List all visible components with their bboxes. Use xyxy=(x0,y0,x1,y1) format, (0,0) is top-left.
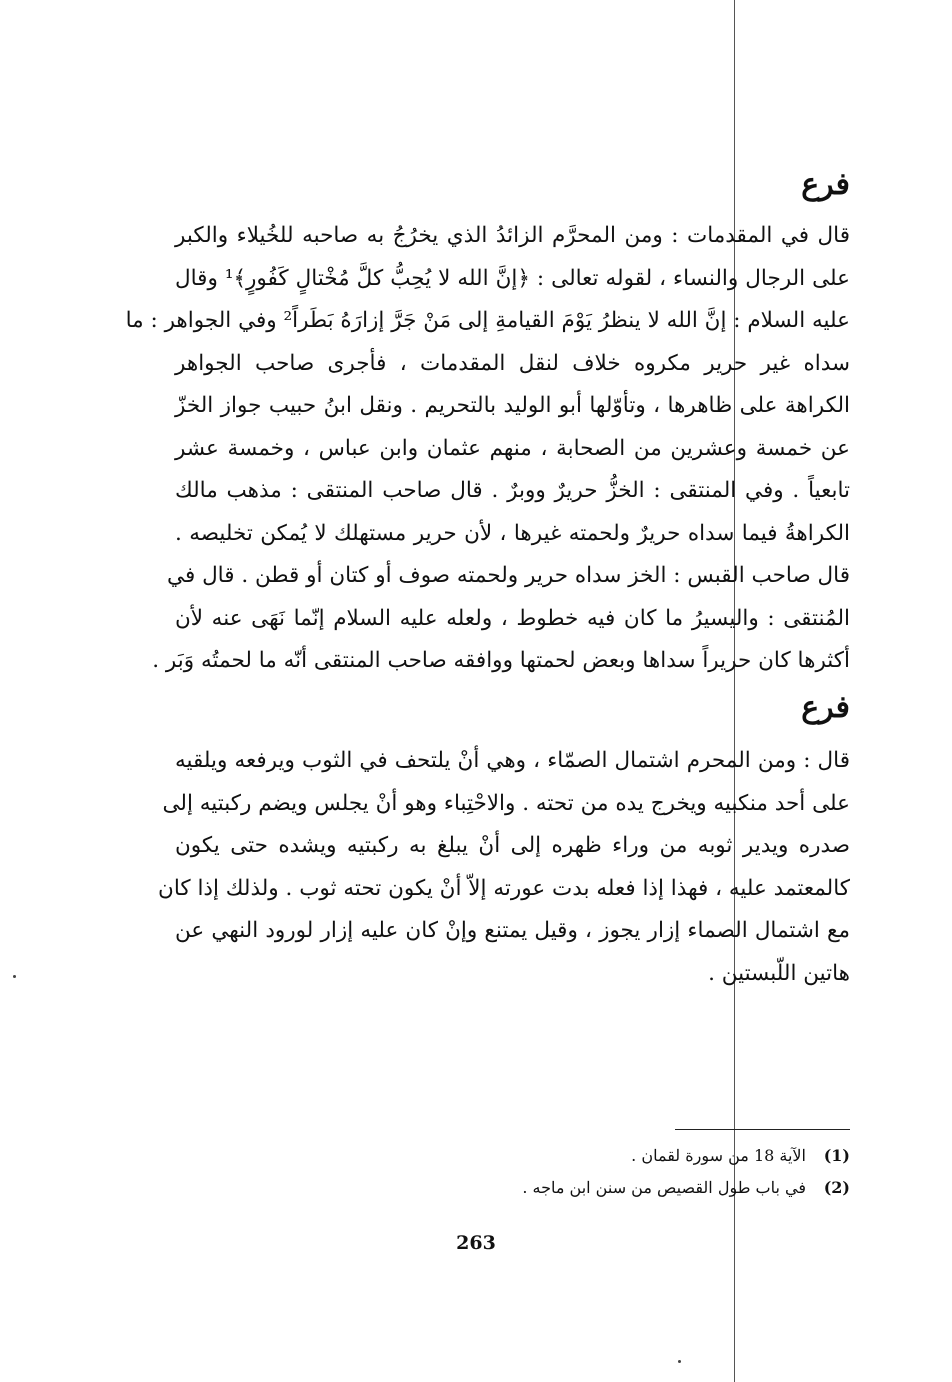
text-line: هاتين اللّبستين . xyxy=(708,960,850,986)
text-line: الكراهةُ فيما سداه حريرٌ ولحمته غيرها ، لأن حرير مستهلك لا يُمكن تخليصه . xyxy=(175,520,850,546)
text-line: صدره ويدير ثوبه من وراء ظهره إلى أنْ يبلغ به ركبتيه ويشده حتى يكون xyxy=(175,833,850,858)
footnote-number: (1) xyxy=(823,1146,850,1165)
text-line: المُنتقى : واليسيرُ ما كان فيه خطوط ، ولعله عليه السلام إنّما نَهَى عنه لأن xyxy=(175,605,850,631)
scan-speck xyxy=(13,975,16,978)
text-line: الكراهة على ظاهرها ، وتأوّلها أبو الوليد بالتحريم . ونقل ابنُ حبيب جواز الخزّ xyxy=(175,393,850,418)
text-line: عليه السلام : إنَّ الله لا ينظرُ يَوْمَ القيامةِ إلى مَنْ جَرَّ إزارَهُ بَطَراً² وفي الجواهر : ما xyxy=(125,308,850,333)
footnote-separator xyxy=(675,1129,850,1130)
text-line: قال صاحب القبس : الخز سداه حرير ولحمته صوف أو كتان أو قطن . قال في xyxy=(167,563,850,588)
text-line: كالمعتمد عليه ، فهذا إذا فعله بدت عورته إلاّ أنْ يكون تحته ثوب . ولذلك إذا كان xyxy=(158,875,850,901)
text-line: على أحد منكبيه ويخرج يده من تحته . والاحْتِباء وهو أنْ يجلس ويضم ركبتيه إلى xyxy=(162,790,850,816)
section-heading-1: فرع xyxy=(801,167,850,202)
text-line: أكثرها كان حريراً سداها وبعض لحمتها ووافقه صاحب المنتقى أنّه ما لحمتُه وَبَر . xyxy=(152,648,850,673)
scan-speck xyxy=(678,1360,681,1363)
text-line: قال : ومن المحرم اشتمال الصمّاء ، وهي أنْ يلتحف في الثوب ويرفعه ويلقيه xyxy=(175,748,850,773)
footnote-number: (2) xyxy=(823,1178,850,1197)
text-line: على الرجال والنساء ، لقوله تعالى : ﴿إنَّ الله لا يُحِبُّ كلَّ مُخْتالٍ كَفُورٍ﴾¹ وقال xyxy=(175,265,850,291)
text-line: سداه غير حرير مكروه خلاف لنقل المقدمات ، فأجرى صاحب الجواهر xyxy=(175,350,850,376)
paragraph-1 xyxy=(125,215,850,683)
page-number: 263 xyxy=(456,1232,496,1254)
footnotes xyxy=(522,1140,850,1204)
section-heading-2: فرع xyxy=(801,690,850,725)
text-line: قال في المقدمات : ومن المحرَّم الزائدُ الذي يخرُجُ به صاحبه للخُيلاء والكبر xyxy=(175,223,850,248)
paragraph-2 xyxy=(158,740,850,995)
text-line: مع اشتمال الصماء إزار يجوز ، وقيل يمتنع وإنْ كان عليه إزار لورود النهي عن xyxy=(175,918,850,943)
footnote-text: في باب طول القصيص من سنن ابن ماجه . xyxy=(522,1178,806,1197)
footnote-item xyxy=(522,1140,850,1172)
footnote-item xyxy=(522,1172,850,1204)
text-line: عن خمسة وعشرين من الصحابة ، منهم عثمان وابن عباس ، وخمسة عشر xyxy=(175,435,850,461)
text-line: تابعياً . وفي المنتقى : الخزُّ حريرٌ ووبرٌ . قال صاحب المنتقى : مذهب مالك xyxy=(175,478,850,503)
footnote-text: الآية 18 من سورة لقمان . xyxy=(631,1146,806,1165)
